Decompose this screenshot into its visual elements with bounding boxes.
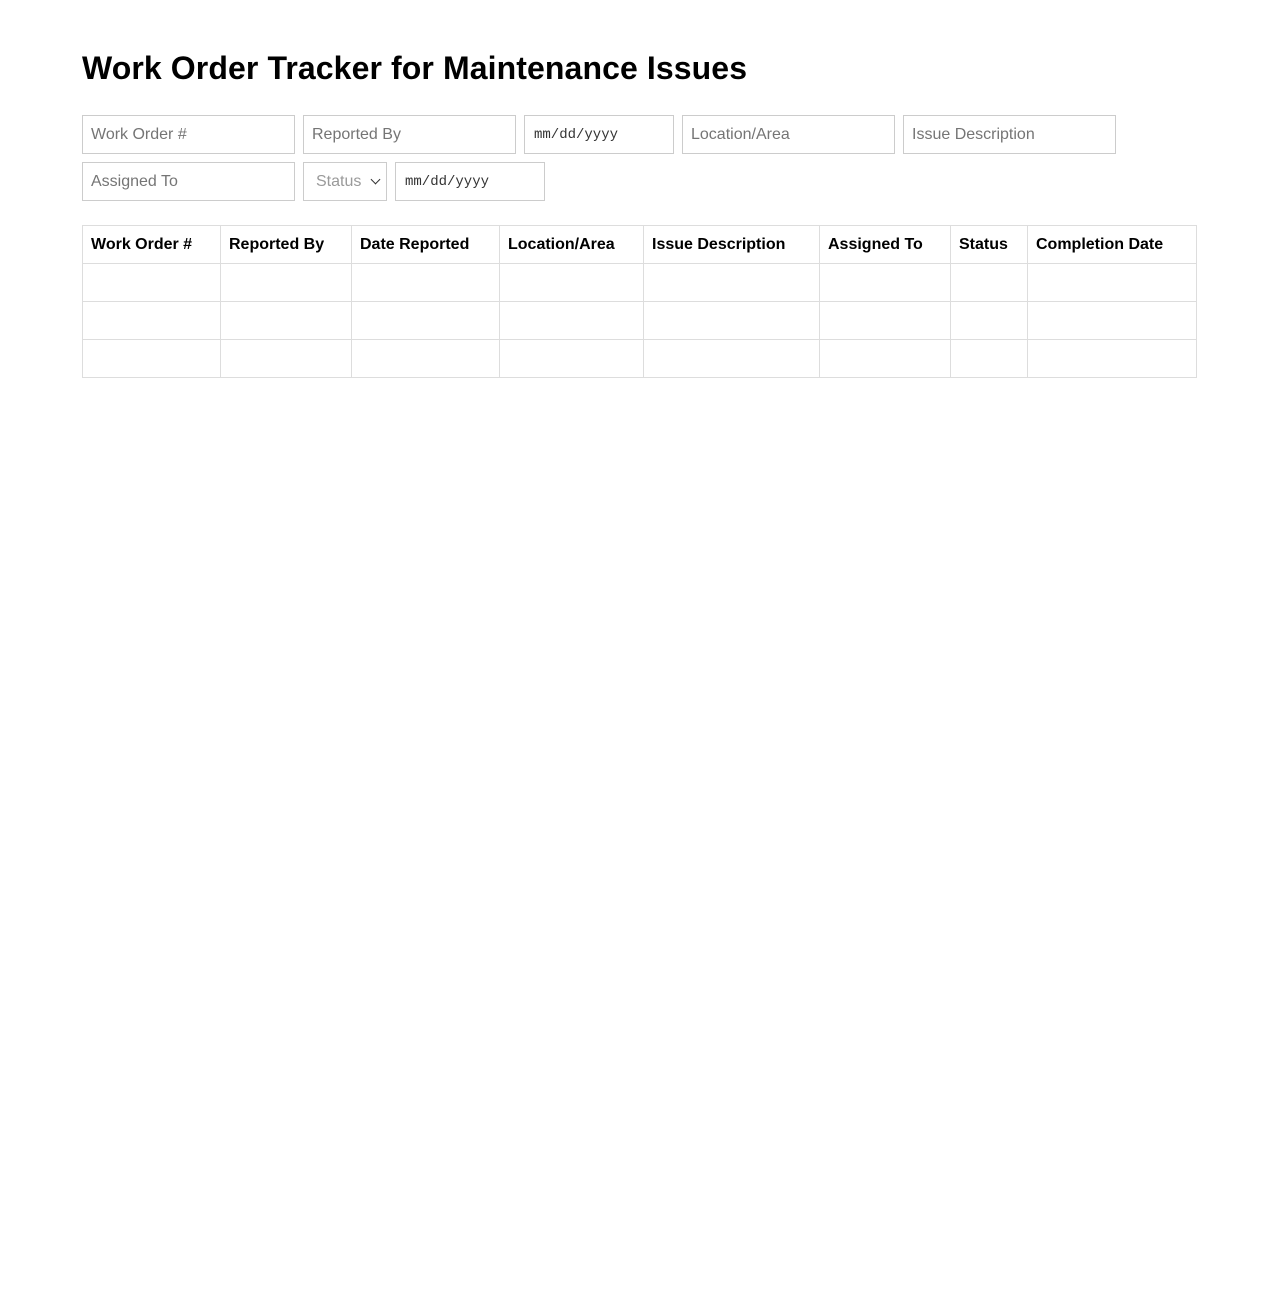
- table-cell: [1028, 264, 1197, 302]
- table-cell: [1028, 302, 1197, 340]
- table-cell: [221, 302, 352, 340]
- table-body: [83, 264, 1197, 378]
- issue-description-input[interactable]: [903, 115, 1116, 154]
- status-selected-value: Status: [316, 172, 362, 190]
- status-select[interactable]: [303, 162, 387, 201]
- table-cell: [951, 340, 1028, 378]
- table-cell: [83, 340, 221, 378]
- table-cell: [644, 264, 820, 302]
- page-title: Work Order Tracker for Maintenance Issues: [82, 50, 748, 86]
- header-row: [83, 226, 1197, 264]
- table-cell: [820, 340, 951, 378]
- assigned-to-input[interactable]: [82, 162, 295, 201]
- table-row: [83, 302, 1197, 340]
- table-cell: [644, 302, 820, 340]
- table-cell: [500, 302, 644, 340]
- issue-description-placeholder: Issue Description: [912, 125, 1035, 143]
- col-header-date-reported: Date Reported: [352, 226, 500, 264]
- work-order-placeholder: Work Order #: [91, 125, 187, 143]
- table-cell: [221, 264, 352, 302]
- chevron-down-icon: [371, 175, 381, 185]
- assigned-to-placeholder: Assigned To: [91, 172, 178, 190]
- table-cell: [221, 340, 352, 378]
- table-cell: [820, 302, 951, 340]
- table-cell: [820, 264, 951, 302]
- table-cell: [951, 264, 1028, 302]
- completion-date-input[interactable]: [395, 162, 545, 201]
- work-order-input[interactable]: [82, 115, 295, 154]
- table-header: [83, 226, 1197, 264]
- reported-by-placeholder: Reported By: [312, 125, 401, 143]
- form-row-1: [82, 115, 1116, 154]
- col-header-work-order: Work Order #: [83, 226, 221, 264]
- table-cell: [644, 340, 820, 378]
- date-reported-input[interactable]: [524, 115, 674, 154]
- table-cell: [951, 302, 1028, 340]
- col-header-reported-by: Reported By: [221, 226, 352, 264]
- date-reported-placeholder: mm/dd/yyyy: [534, 126, 619, 143]
- table-cell: [83, 264, 221, 302]
- col-header-location: Location/Area: [500, 226, 644, 264]
- table-cell: [1028, 340, 1197, 378]
- col-header-assigned-to: Assigned To: [820, 226, 951, 264]
- reported-by-input[interactable]: [303, 115, 516, 154]
- table-cell: [352, 340, 500, 378]
- table-cell: [83, 302, 221, 340]
- location-placeholder: Location/Area: [691, 125, 790, 143]
- col-header-status: Status: [951, 226, 1028, 264]
- form-row-2: [82, 162, 545, 201]
- col-header-issue-description: Issue Description: [644, 226, 820, 264]
- table-row: [83, 340, 1197, 378]
- table-cell: [500, 264, 644, 302]
- col-header-completion-date: Completion Date: [1028, 226, 1197, 264]
- work-order-table: [82, 225, 1197, 378]
- table-cell: [500, 340, 644, 378]
- table-cell: [352, 264, 500, 302]
- table-cell: [352, 302, 500, 340]
- location-input[interactable]: [682, 115, 895, 154]
- completion-date-placeholder: mm/dd/yyyy: [405, 173, 490, 190]
- table-row: [83, 264, 1197, 302]
